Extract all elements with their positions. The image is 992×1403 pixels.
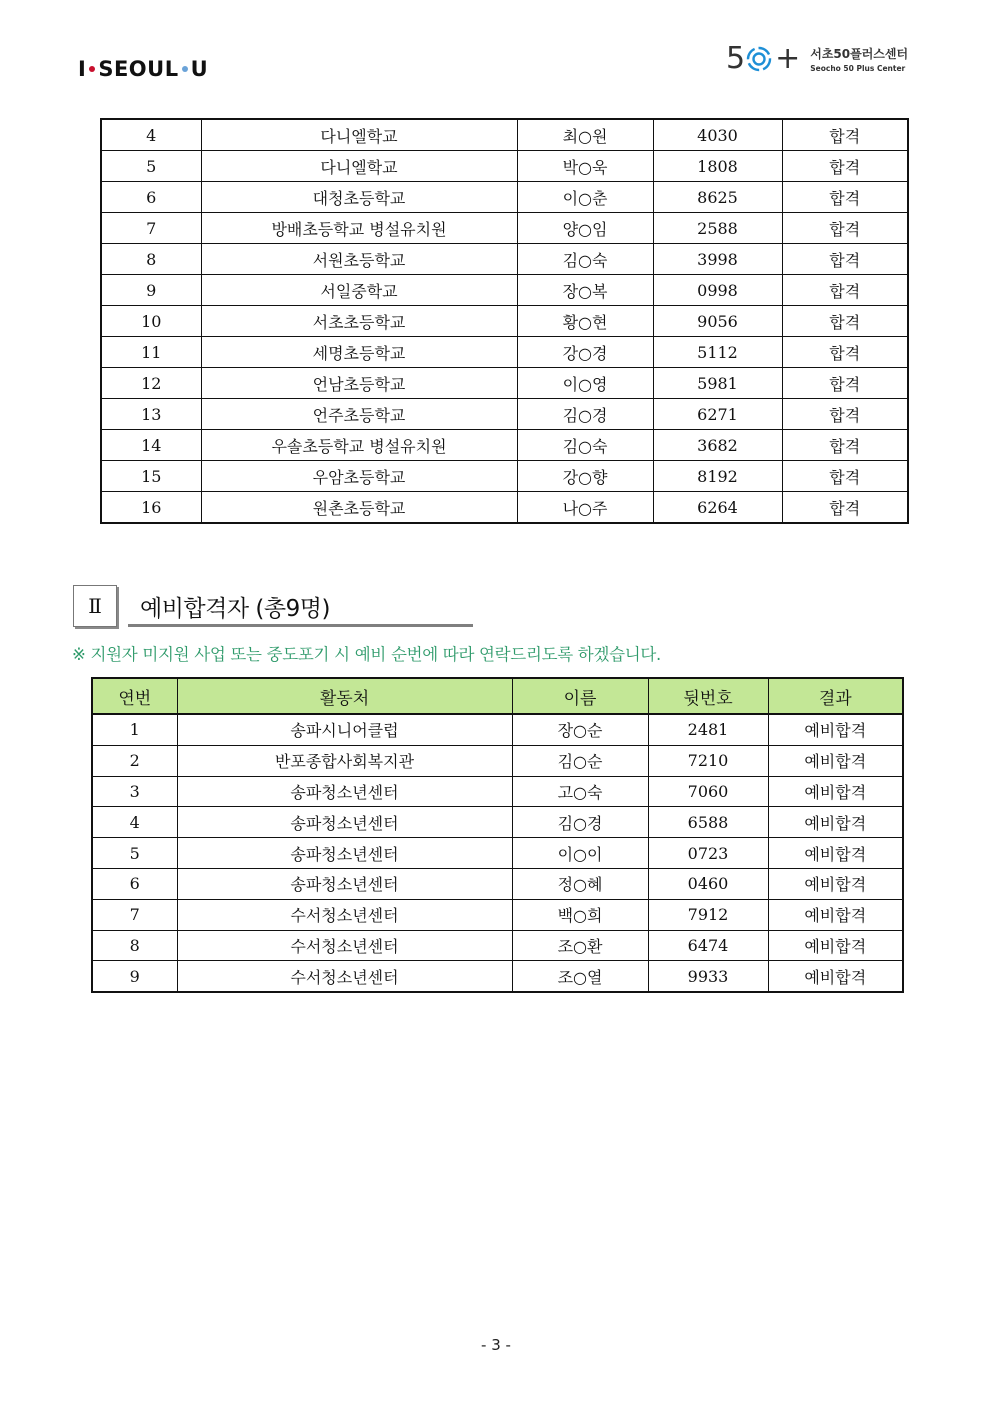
cell-code: 6271 <box>653 399 782 430</box>
cell-result: 합격 <box>782 368 908 399</box>
logo-part-seoul: SEOUL <box>98 57 179 81</box>
cell-name: 정○혜 <box>512 868 648 899</box>
cell-place: 수서청소년센터 <box>177 899 512 930</box>
logo-number: 5 <box>726 41 746 76</box>
cell-result: 합격 <box>782 337 908 368</box>
cell-no: 5 <box>92 838 177 869</box>
cell-no: 13 <box>101 399 201 430</box>
table-row <box>92 714 903 745</box>
table-row <box>92 961 903 992</box>
cell-place: 반포종합사회복지관 <box>177 745 512 776</box>
cell-code: 3682 <box>653 430 782 461</box>
cell-name: 김○숙 <box>517 244 653 275</box>
cell-result: 합격 <box>782 306 908 337</box>
table-row <box>101 275 908 306</box>
table-row <box>92 745 903 776</box>
header-no: 연번 <box>92 678 177 714</box>
blue-dot-icon <box>182 66 188 72</box>
section-numeral: Ⅱ <box>88 594 102 618</box>
cell-code: 6474 <box>648 930 768 961</box>
cell-code: 4030 <box>653 119 782 151</box>
cell-name: 강○향 <box>517 461 653 492</box>
cell-no: 8 <box>101 244 201 275</box>
cell-result: 합격 <box>782 119 908 151</box>
cell-result: 합격 <box>782 244 908 275</box>
table-row <box>92 807 903 838</box>
cell-name: 박○욱 <box>517 151 653 182</box>
cell-name: 최○원 <box>517 119 653 151</box>
cell-no: 14 <box>101 430 201 461</box>
cell-code: 6588 <box>648 807 768 838</box>
table-row <box>92 868 903 899</box>
table-row <box>101 151 908 182</box>
cell-place: 송파시니어클럽 <box>177 714 512 745</box>
ring-icon <box>746 46 772 72</box>
cell-no: 7 <box>92 899 177 930</box>
cell-place: 송파청소년센터 <box>177 776 512 807</box>
cell-name: 김○숙 <box>517 430 653 461</box>
table-row <box>101 461 908 492</box>
table-row <box>92 899 903 930</box>
cell-result: 합격 <box>782 182 908 213</box>
table-row <box>101 430 908 461</box>
cell-result: 합격 <box>782 492 908 524</box>
cell-place: 세명초등학교 <box>201 337 517 368</box>
cell-code: 7060 <box>648 776 768 807</box>
table-row <box>101 306 908 337</box>
cell-no: 1 <box>92 714 177 745</box>
table-row <box>101 119 908 151</box>
cell-name: 나○주 <box>517 492 653 524</box>
cell-no: 6 <box>92 868 177 899</box>
cell-place: 대청초등학교 <box>201 182 517 213</box>
cell-name: 이○영 <box>517 368 653 399</box>
cell-code: 7912 <box>648 899 768 930</box>
cell-place: 우솔초등학교 병설유치원 <box>201 430 517 461</box>
cell-result: 합격 <box>782 275 908 306</box>
cell-name: 백○희 <box>512 899 648 930</box>
cell-result: 예비합격 <box>768 745 903 776</box>
cell-result: 예비합격 <box>768 899 903 930</box>
cell-result: 합격 <box>782 461 908 492</box>
cell-result: 예비합격 <box>768 714 903 745</box>
cell-place: 송파청소년센터 <box>177 868 512 899</box>
cell-name: 장○복 <box>517 275 653 306</box>
cell-no: 15 <box>101 461 201 492</box>
cell-place: 언남초등학교 <box>201 368 517 399</box>
table-row <box>101 182 908 213</box>
cell-result: 합격 <box>782 151 908 182</box>
cell-code: 2588 <box>653 213 782 244</box>
table-row <box>92 776 903 807</box>
cell-name: 김○순 <box>512 745 648 776</box>
table-row <box>92 930 903 961</box>
cell-result: 합격 <box>782 213 908 244</box>
cell-place: 방배초등학교 병설유치원 <box>201 213 517 244</box>
cell-code: 3998 <box>653 244 782 275</box>
cell-code: 2481 <box>648 714 768 745</box>
cell-place: 송파청소년센터 <box>177 807 512 838</box>
table-row <box>101 368 908 399</box>
cell-code: 1808 <box>653 151 782 182</box>
logo-part-u: U <box>190 57 209 81</box>
cell-no: 12 <box>101 368 201 399</box>
reserve-table <box>91 677 904 993</box>
cell-place: 다니엘학교 <box>201 151 517 182</box>
cell-no: 6 <box>101 182 201 213</box>
table-row <box>92 838 903 869</box>
cell-no: 4 <box>92 807 177 838</box>
cell-result: 예비합격 <box>768 961 903 992</box>
cell-place: 서초초등학교 <box>201 306 517 337</box>
cell-code: 5112 <box>653 337 782 368</box>
cell-no: 10 <box>101 306 201 337</box>
table-row <box>101 337 908 368</box>
red-dot-icon <box>89 66 95 72</box>
cell-name: 김○경 <box>517 399 653 430</box>
header-place: 활동처 <box>177 678 512 714</box>
cell-code: 9933 <box>648 961 768 992</box>
table-row <box>101 492 908 524</box>
cell-code: 8192 <box>653 461 782 492</box>
logo-part-i: I <box>78 57 87 81</box>
cell-name: 조○열 <box>512 961 648 992</box>
cell-result: 예비합격 <box>768 776 903 807</box>
cell-name: 장○순 <box>512 714 648 745</box>
cell-code: 7210 <box>648 745 768 776</box>
cell-place: 우암초등학교 <box>201 461 517 492</box>
cell-no: 2 <box>92 745 177 776</box>
section-numeral-box <box>73 585 117 627</box>
cell-result: 예비합격 <box>768 868 903 899</box>
cell-result: 예비합격 <box>768 930 903 961</box>
cell-no: 3 <box>92 776 177 807</box>
table-row <box>101 244 908 275</box>
cell-result: 합격 <box>782 399 908 430</box>
notice-text: ※ 지원자 미지원 사업 또는 중도포기 시 예비 순번에 따라 연락드리도록 하겠습니다. <box>72 645 661 664</box>
section-title <box>128 586 473 627</box>
cell-name: 이○이 <box>512 838 648 869</box>
cell-place: 송파청소년센터 <box>177 838 512 869</box>
header-result: 결과 <box>768 678 903 714</box>
i-seoul-u-logo <box>78 55 208 83</box>
cell-no: 11 <box>101 337 201 368</box>
cell-no: 7 <box>101 213 201 244</box>
cell-place: 다니엘학교 <box>201 119 517 151</box>
header-name: 이름 <box>512 678 648 714</box>
cell-place: 원촌초등학교 <box>201 492 517 524</box>
cell-no: 9 <box>92 961 177 992</box>
table-header-row <box>92 678 903 714</box>
page-number: - 3 - <box>481 1336 511 1354</box>
cell-code: 5981 <box>653 368 782 399</box>
cell-code: 0998 <box>653 275 782 306</box>
table-row <box>101 399 908 430</box>
header-code: 뒷번호 <box>648 678 768 714</box>
table-row <box>101 213 908 244</box>
cell-name: 황○현 <box>517 306 653 337</box>
plus-icon: + <box>775 41 801 76</box>
cell-code: 6264 <box>653 492 782 524</box>
cell-code: 0460 <box>648 868 768 899</box>
cell-name: 양○임 <box>517 213 653 244</box>
cell-place: 언주초등학교 <box>201 399 517 430</box>
cell-no: 16 <box>101 492 201 524</box>
cell-name: 고○숙 <box>512 776 648 807</box>
cell-no: 4 <box>101 119 201 151</box>
passed-table <box>100 118 909 524</box>
cell-code: 0723 <box>648 838 768 869</box>
cell-no: 8 <box>92 930 177 961</box>
cell-code: 9056 <box>653 306 782 337</box>
cell-name: 김○경 <box>512 807 648 838</box>
cell-name: 강○경 <box>517 337 653 368</box>
cell-result: 예비합격 <box>768 838 903 869</box>
seocho-50-plus-logo <box>726 41 909 76</box>
cell-name: 조○환 <box>512 930 648 961</box>
logo-name-ko: 서초50플러스센터 <box>810 47 909 61</box>
cell-place: 수서청소년센터 <box>177 961 512 992</box>
cell-place: 서일중학교 <box>201 275 517 306</box>
section-title-text: 예비합격자 (총9명) <box>140 596 330 622</box>
cell-no: 5 <box>101 151 201 182</box>
cell-place: 수서청소년센터 <box>177 930 512 961</box>
logo-name-en: Seocho 50 Plus Center <box>810 64 906 73</box>
cell-name: 이○춘 <box>517 182 653 213</box>
cell-result: 예비합격 <box>768 807 903 838</box>
cell-place: 서원초등학교 <box>201 244 517 275</box>
cell-code: 8625 <box>653 182 782 213</box>
cell-result: 합격 <box>782 430 908 461</box>
cell-no: 9 <box>101 275 201 306</box>
